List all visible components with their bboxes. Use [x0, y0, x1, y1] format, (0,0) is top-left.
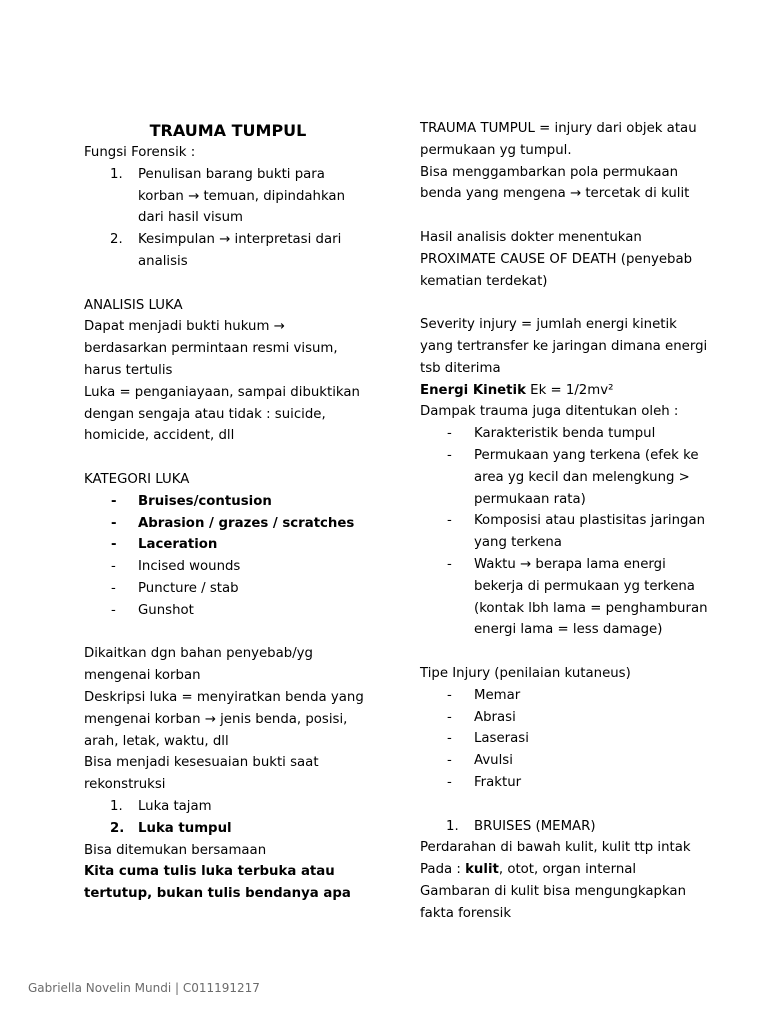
page-title: TRAUMA TUMPUL — [149, 121, 307, 140]
kategori-item: - Gunshot — [111, 602, 194, 618]
fungsi-1-line: korban → temuan, dipindahkan — [138, 188, 345, 204]
analisis-line: dengan sengaja atau tidak : suicide, — [84, 406, 326, 422]
kategori-item: - Puncture / stab — [111, 580, 239, 596]
luka-item-2: 2. Luka tumpul — [110, 820, 232, 836]
dampak-item: - Karakteristik benda tumpul — [447, 426, 656, 442]
hasil-line: PROXIMATE CAUSE OF DEATH (penyebab — [420, 251, 693, 267]
dampak-item: - Komposisi atau plastisitas jaringan yang terkena — [447, 513, 706, 551]
fungsi-item-1 — [84, 164, 376, 229]
fungsi-2-line: Kesimpulan → interpretasi dari — [138, 232, 342, 248]
tipe-item: - Avulsi — [447, 753, 513, 769]
dampak-item: - Permukaan yang terkena (efek ke area yg kecil dan melengkung > permukaan rata) — [447, 447, 699, 507]
intro-line: Bisa menggambarkan pola permukaan — [420, 164, 679, 180]
paragraph-line: Deskripsi luka = menyiratkan benda yang — [84, 689, 364, 705]
energi-label: Energi Kinetik — [420, 382, 526, 398]
bold-line: Kita cuma tulis luka terbuka atau — [84, 864, 335, 880]
analisis-line: homicide, accident, dll — [84, 428, 235, 444]
dampak-heading: Dampak trauma juga ditentukan oleh : — [420, 404, 679, 420]
tipe-heading: Tipe Injury (penilaian kutaneus) — [420, 665, 631, 681]
dampak-item: - Waktu → berapa lama energi bekerja di permukaan yg terkena (kontak lbh lama = penghamburan energi lama = less damage) — [447, 556, 708, 638]
paragraph-line: Dikaitkan dgn bahan penyebab/yg — [84, 646, 313, 662]
kategori-item: - Abrasion / grazes / scratches — [111, 515, 355, 531]
intro-line: benda yang mengena → tercetak di kulit — [420, 186, 690, 202]
fungsi-2-line: analisis — [138, 253, 188, 269]
page-footer: Gabriella Novelin Mundi | C011191217 — [28, 981, 260, 995]
paragraph-line: mengenai korban → jenis benda, posisi, — [84, 711, 348, 727]
kategori-item: - Incised wounds — [111, 559, 241, 575]
hasil-line: kematian terdekat) — [420, 273, 548, 289]
gambaran-line: fakta forensik — [420, 905, 512, 921]
energi-line — [420, 380, 720, 402]
analisis-line: Luka = penganiayaan, sampai dibuktikan — [84, 384, 360, 400]
fungsi-heading: Fungsi Forensik : — [84, 145, 196, 160]
paragraph-line: rekonstruksi — [84, 777, 166, 793]
analisis-line: harus tertulis — [84, 362, 173, 378]
paragraph-line: arah, letak, waktu, dll — [84, 733, 229, 749]
energi-formula: Ek = 1/2mv² — [525, 382, 614, 398]
gambaran-line: Gambaran di kulit bisa mengungkapkan — [420, 883, 687, 899]
tipe-item: - Laserasi — [447, 731, 529, 747]
intro-line: permukaan yg tumpul. — [420, 142, 572, 158]
paragraph-line: mengenai korban — [84, 668, 201, 684]
analisis-line: Dapat menjadi bukti hukum → — [84, 319, 285, 335]
fungsi-1-line: dari hasil visum — [138, 210, 243, 226]
pada-line: Pada : kulit, otot, organ internal — [420, 862, 637, 878]
right-column — [420, 118, 720, 924]
bold-line: tertutup, bukan tulis bendanya apa — [84, 886, 351, 902]
severity-line: yang tertransfer ke jaringan dimana energi — [420, 338, 708, 354]
fungsi-1-line: Penulisan barang bukti para — [138, 166, 325, 182]
kategori-item: - Bruises/contusion — [111, 493, 272, 509]
bruises-line: Perdarahan di bawah kulit, kulit ttp intak — [420, 840, 691, 856]
fungsi-item-2 — [84, 229, 376, 273]
severity-line: Severity injury = jumlah energi kinetik — [420, 317, 677, 333]
fungsi-num-1: 1. — [110, 166, 123, 182]
tipe-item: - Fraktur — [447, 774, 522, 790]
intro-line: TRAUMA TUMPUL = injury dari objek atau — [420, 121, 697, 136]
kategori-heading: KATEGORI LUKA — [84, 471, 190, 487]
analisis-line: berdasarkan permintaan resmi visum, — [84, 341, 338, 357]
tipe-item: - Memar — [447, 687, 521, 703]
paragraph-line: Bisa menjadi kesesuaian bukti saat — [84, 755, 319, 771]
left-column — [84, 120, 376, 905]
analisis-heading: ANALISIS LUKA — [84, 297, 183, 313]
severity-line: tsb diterima — [420, 360, 501, 376]
fungsi-num-2: 2. — [110, 232, 123, 248]
luka-item-1: 1. Luka tajam — [110, 798, 212, 814]
tipe-item: - Abrasi — [447, 709, 516, 725]
kategori-item: - Laceration — [111, 537, 218, 553]
hasil-line: Hasil analisis dokter menentukan — [420, 229, 642, 245]
bruises-heading: 1. BRUISES (MEMAR) — [446, 818, 596, 834]
bersamaan-line: Bisa ditemukan bersamaan — [84, 842, 267, 858]
